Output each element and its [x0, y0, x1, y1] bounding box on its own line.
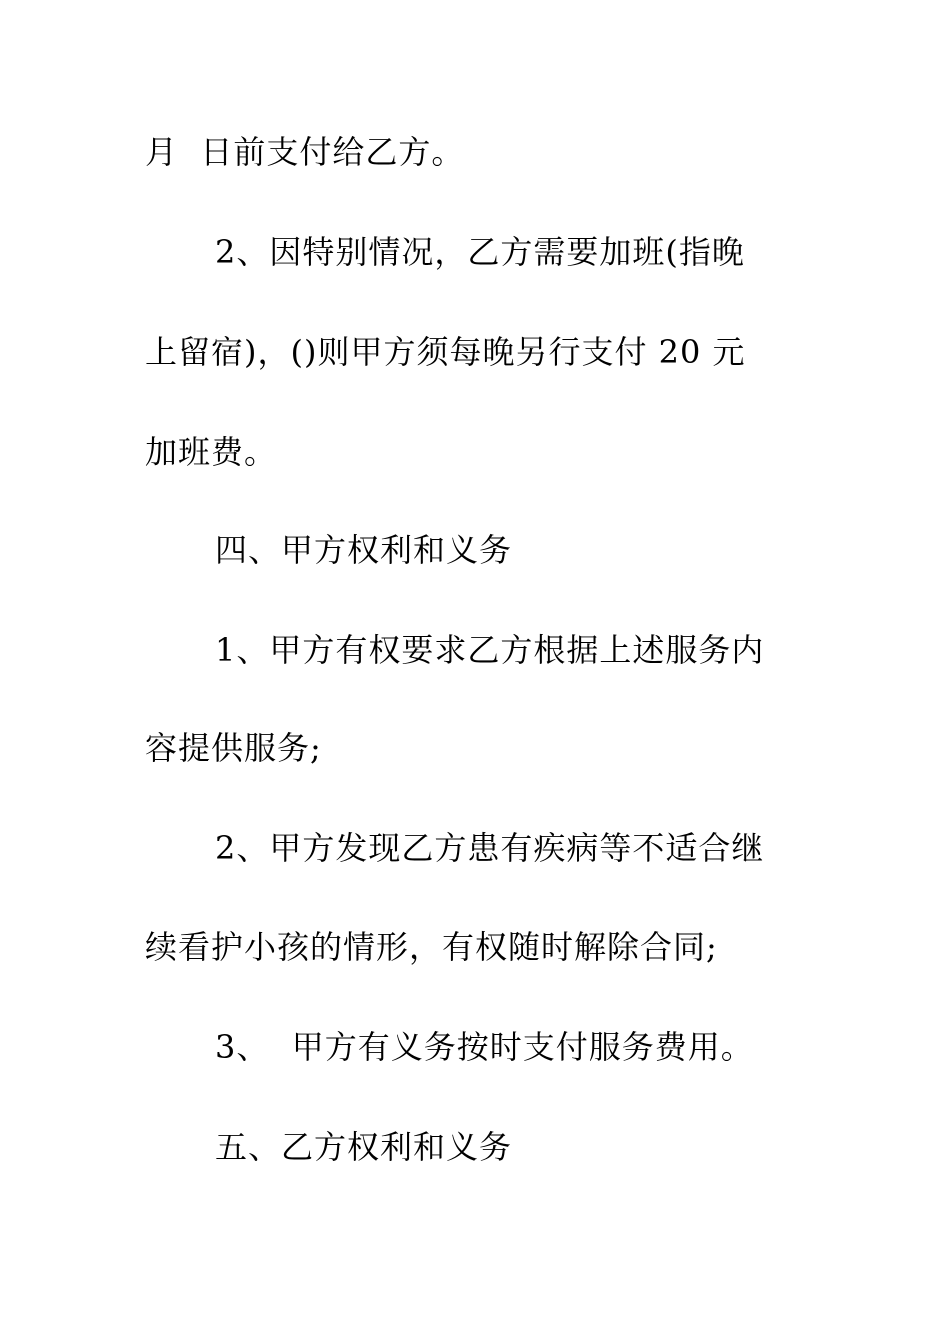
text-line-10: 3、 甲方有义务按时支付服务费用。 — [215, 1028, 754, 1066]
text-line-6: 1、甲方有权要求乙方根据上述服务内 — [215, 631, 765, 669]
text-line-8: 2、甲方发现乙方患有疾病等不适合继 — [215, 829, 765, 867]
text-line-9: 续看护小孩的情形，有权随时解除合同; — [145, 928, 718, 966]
section-heading-five: 五、乙方权利和义务 — [215, 1128, 513, 1166]
text-line-2: 2、因特别情况，乙方需要加班(指晚 — [215, 233, 745, 271]
text-line-4: 加班费。 — [145, 433, 278, 471]
text-line-1: 月 日前支付给乙方。 — [145, 133, 465, 171]
section-heading-four: 四、甲方权利和义务 — [215, 531, 513, 569]
text-line-7: 容提供服务; — [145, 729, 322, 767]
text-line-3: 上留宿)，()则甲方须每晚另行支付 20 元 — [145, 333, 746, 371]
